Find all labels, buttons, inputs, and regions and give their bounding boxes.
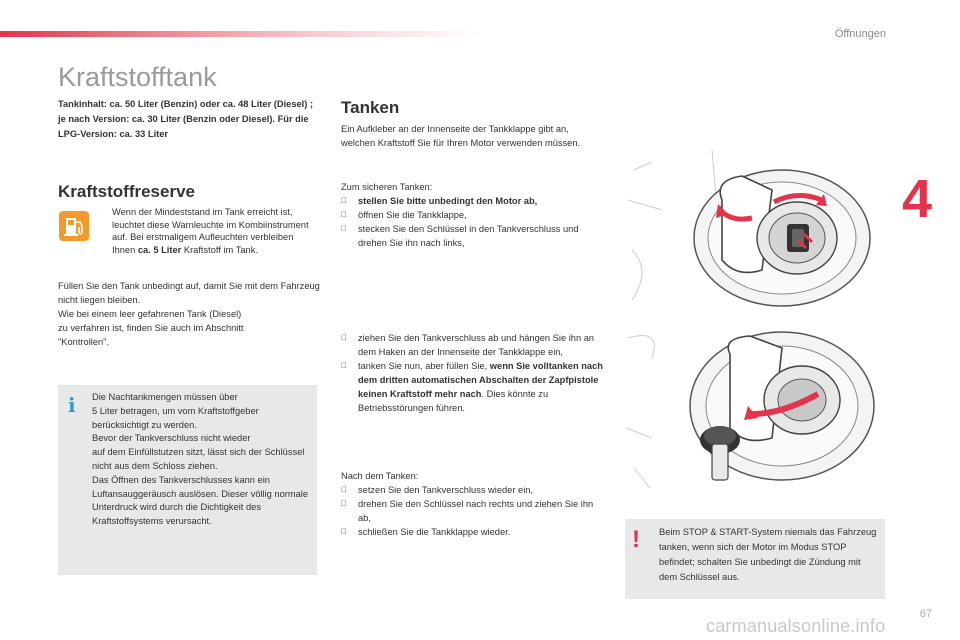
bullet-icon <box>341 525 347 539</box>
step-text: stecken Sie den Schlüssel in den Tankverschluss und drehen Sie ihn nach links, <box>358 224 579 248</box>
step-text: tanken Sie nun, aber füllen Sie, <box>358 361 490 371</box>
list-item <box>341 525 603 539</box>
list-item <box>341 497 603 525</box>
reserve-text-after: Kraftstoff im Tank. <box>181 244 258 255</box>
list-item <box>341 208 603 222</box>
tanken-heading: Tanken <box>341 98 400 117</box>
safe-refuel-steps <box>341 194 603 250</box>
step-bold-text: stellen Sie bitte unbedingt den Motor ab, <box>358 196 538 206</box>
after-refuel-title: Nach dem Tanken: <box>341 471 419 481</box>
list-item <box>341 222 603 250</box>
section-name: Öffnungen <box>834 28 886 40</box>
list-item <box>341 483 603 497</box>
tanken-intro: Ein Aufkleber an der Innenseite der Tankklappe gibt an, welchen Kraftstoff Sie für Ihren Motor verwenden müssen. <box>341 124 581 148</box>
bullet-icon <box>341 483 347 497</box>
reserve-description <box>112 206 312 256</box>
chapter-number: 4 <box>902 169 933 229</box>
step-text: setzen Sie den Tankverschluss wieder ein, <box>358 485 534 495</box>
bullet-icon <box>341 331 347 345</box>
warning-icon: ! <box>632 526 640 553</box>
step-bold-text: wenn Sie volltanken nach dem dritten automatischen Abschalten der Zapfpistole keinen Kraftstoff mehr nach <box>358 361 603 399</box>
reserve-text-before: Wenn der Mindeststand im Tank erreicht ist, leuchtet diese Warnleuchte im Kombiinstrument auf. Bei erstmaligem Aufleuchten verbleiben Ihnen <box>112 207 309 255</box>
refill-instructions: Füllen Sie den Tank unbedingt auf, damit Sie mit dem Fahrzeug nicht liegen bleiben. Wie bei einem leer gefahrenen Tank (Diesel) zu verfahren ist, finden Sie auch im Abschnitt "Kontrollen". <box>58 281 320 347</box>
step-text: ziehen Sie den Tankverschluss ab und hängen Sie ihn an dem Haken an der Innenseite der Tankklappe ein, <box>358 333 595 357</box>
step-text: schließen Sie die Tankklappe wieder. <box>358 527 511 537</box>
page-title: Kraftstofftank <box>58 62 217 92</box>
list-item <box>341 331 603 359</box>
step-text-after: . Dies könnte zu Betriebsstörungen führen. <box>358 389 549 413</box>
fuel-cap-removal-illustration <box>622 318 886 496</box>
info-icon: i <box>68 393 76 417</box>
step-text: drehen Sie den Schlüssel nach rechts und ziehen Sie ihn ab, <box>358 499 594 523</box>
watermark: carmanualsonline.info <box>706 616 886 636</box>
info-text: Die Nachtankmengen müssen über 5 Liter betragen, um vom Kraftstoffgeber berücksichtigt zu werden. Bevor der Tankverschluss nicht wieder auf dem Einfüllstutzen sitzt, lässt sich der Schlüssel nicht aus dem Schloss ziehen. Das Öffnen des Tankverschlusses kann ein Luftansauggeräusch auslösen. Dieser völlig normale Unterdruck wird durch die Dichtigkeit des Kraftstoffsystems verursacht. <box>92 392 309 527</box>
reserve-text-bold: ca. 5 Liter <box>137 244 182 255</box>
step-text: öffnen Sie die Tankklappe, <box>358 210 467 220</box>
bullet-icon <box>341 359 347 373</box>
fuel-flap-open-illustration <box>622 150 886 310</box>
warning-text: Beim STOP & START-System niemals das Fahrzeug tanken, wenn sich der Motor im Modus STOP befindet; schalten Sie unbedingt die Zündung mit dem Schlüssel aus. <box>659 527 877 582</box>
refuel-steps <box>341 331 603 415</box>
bullet-icon <box>341 208 347 222</box>
after-refuel-steps <box>341 483 603 539</box>
list-item <box>341 359 603 415</box>
header-accent-bar <box>0 31 480 37</box>
reserve-heading: Kraftstoffreserve <box>58 182 195 201</box>
tank-capacity-intro: Tankinhalt: ca. 50 Liter (Benzin) oder ca. 48 Liter (Diesel) ; je nach Version: ca. 30 Liter (Benzin oder Diesel). Für die LPG-Version: ca. 33 Liter <box>58 99 314 139</box>
list-item <box>341 194 603 208</box>
bullet-icon <box>341 194 347 208</box>
page-number: 67 <box>919 608 932 620</box>
bullet-icon <box>341 222 347 236</box>
bullet-icon <box>341 497 347 511</box>
safe-refuel-title: Zum sicheren Tanken: <box>341 182 433 192</box>
fuel-pump-icon <box>58 210 90 242</box>
